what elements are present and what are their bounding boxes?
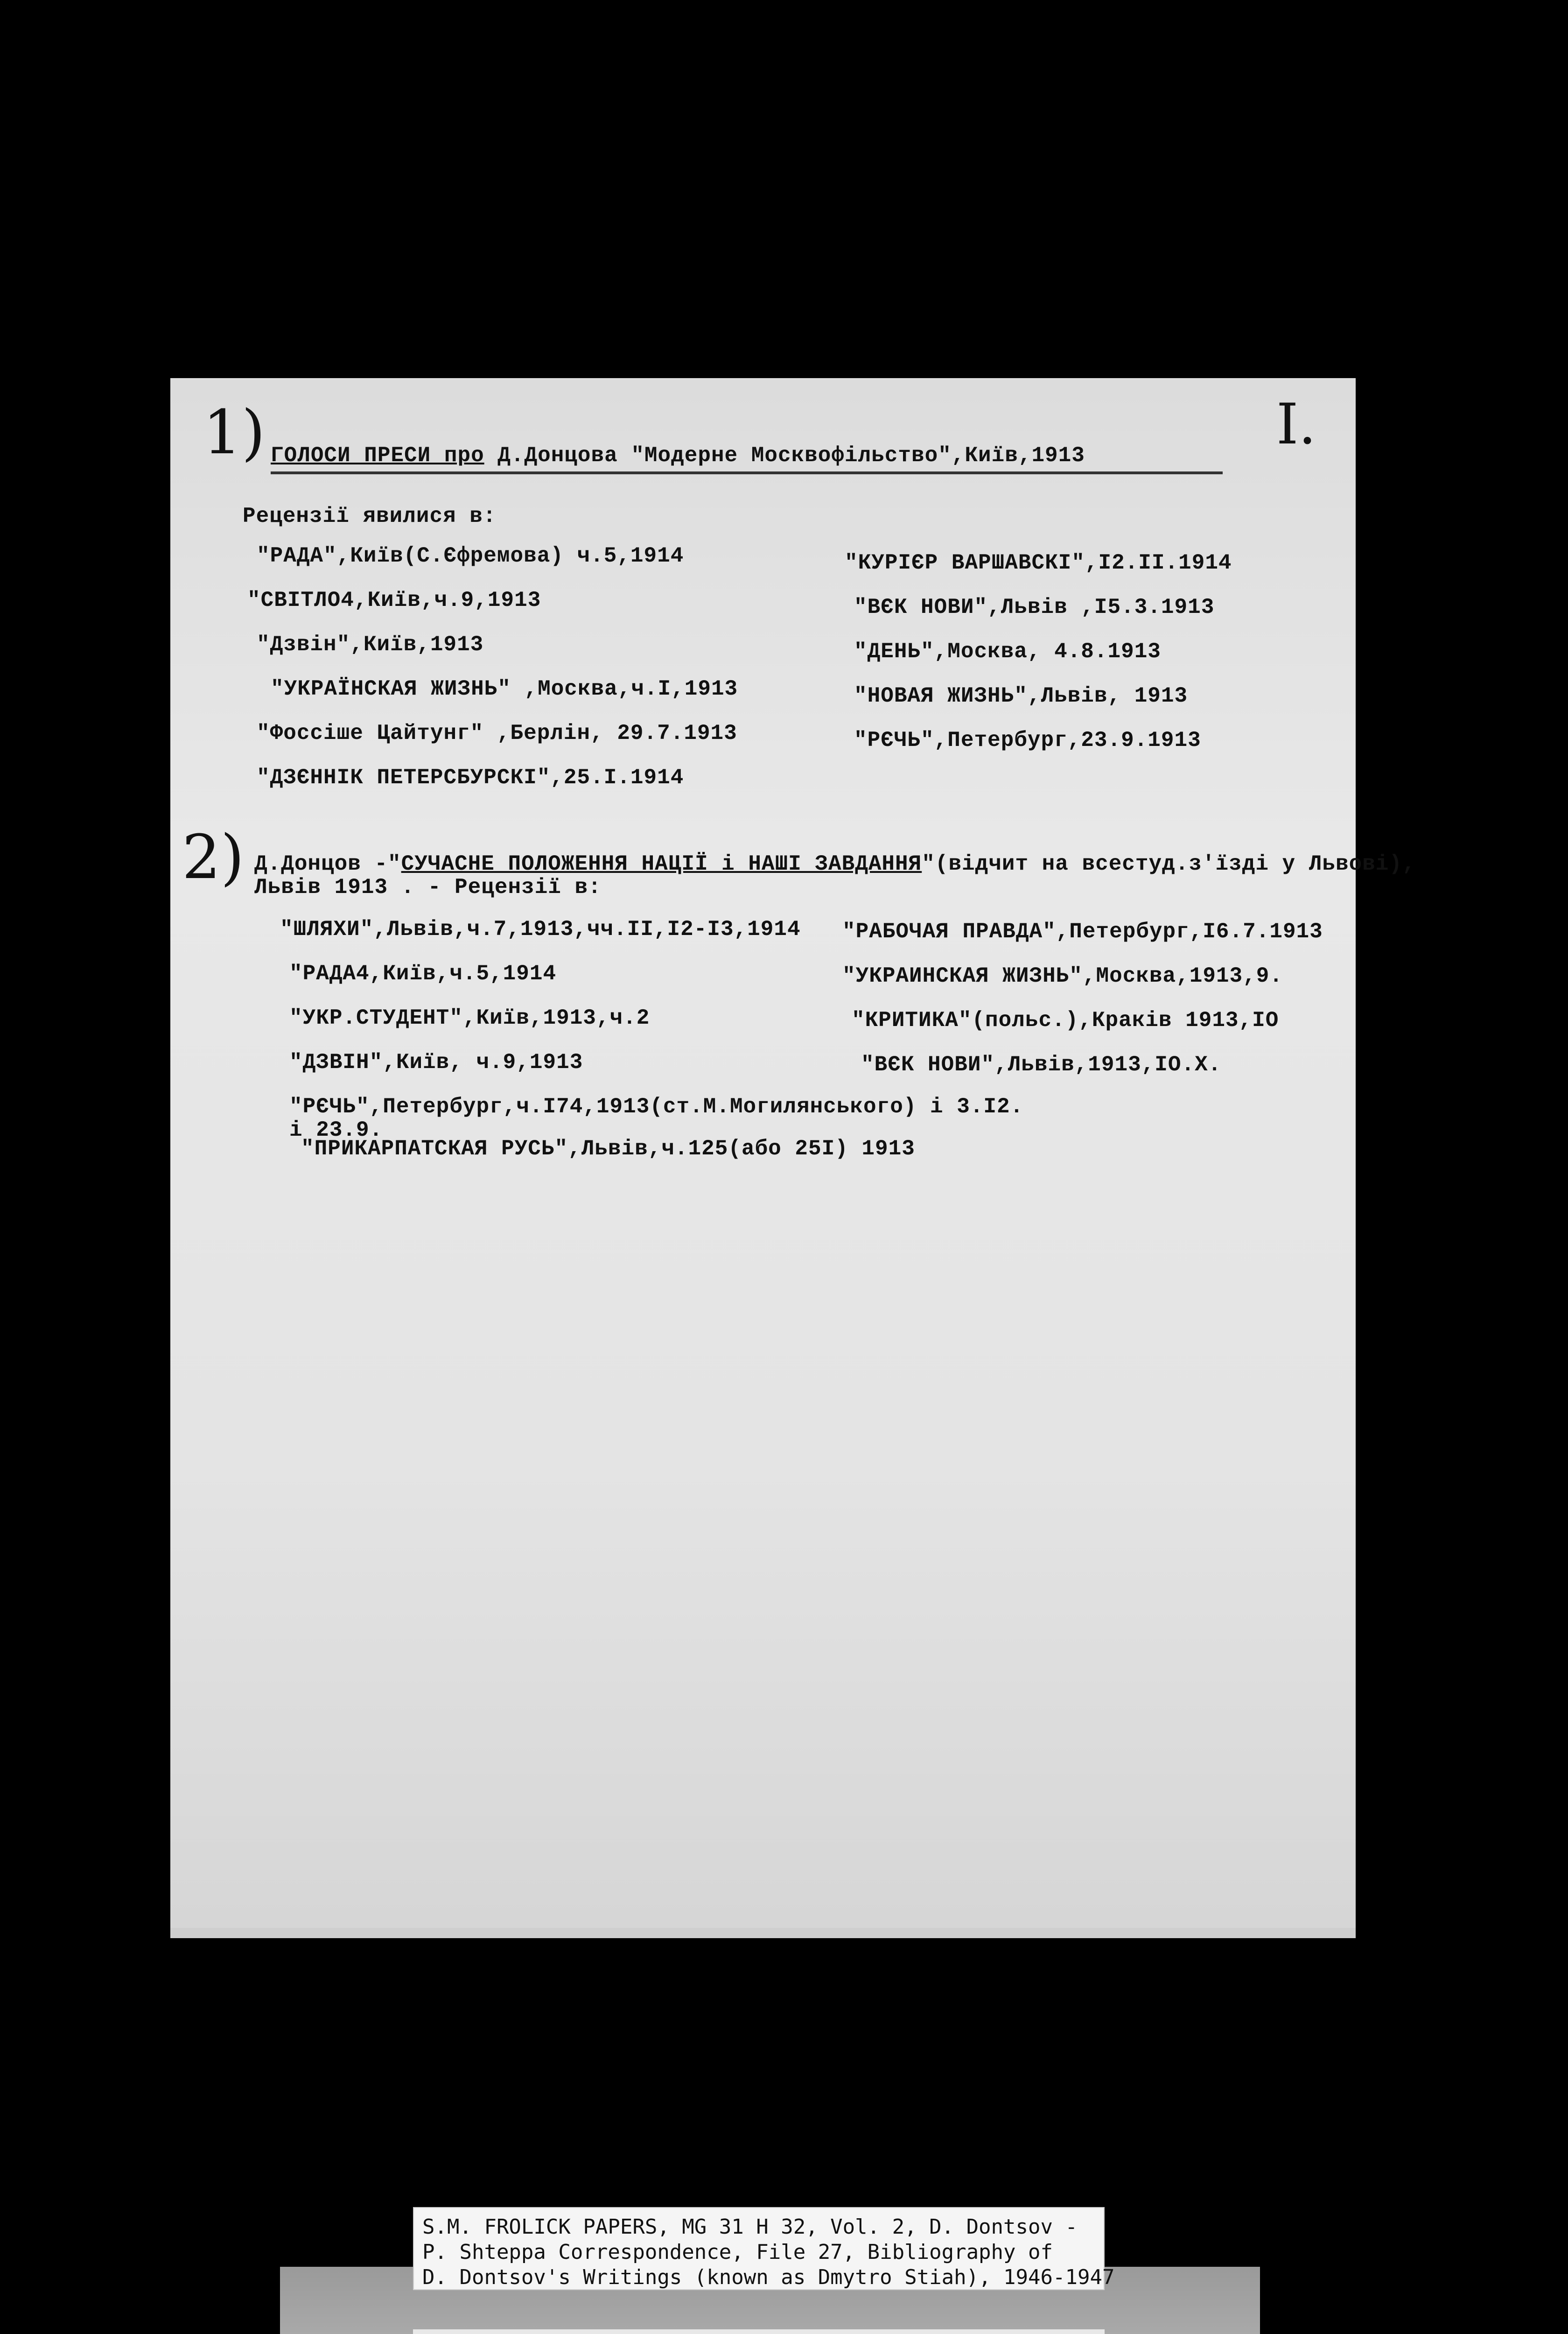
s2-left-item: "РАДА4,Київ,ч.5,1914 <box>289 962 557 986</box>
s2-left-item: "ШЛЯХИ",Львів,ч.7,1913,чч.II,I2-I3,1914 <box>280 917 801 942</box>
s2-extra-line: "РЄЧЬ",Петербург,ч.I74,1913(ст.М.Могилянського) і 3.I2. <box>289 1095 1024 1119</box>
item-marker-1: 1) <box>203 397 266 468</box>
page-number: I. <box>1276 392 1316 457</box>
archive-label-line: P. Shteppa Correspondence, File 27, Bibliography of <box>422 2240 1053 2264</box>
section2-title-underlined: СУЧАСНЕ ПОЛОЖЕННЯ НАЦІЇ і НАШІ ЗАВДАННЯ <box>401 852 922 876</box>
s2-right-item: "РАБОЧАЯ ПРАВДА",Петербург,I6.7.1913 <box>842 920 1323 944</box>
archive-label <box>413 2207 1115 2290</box>
s2-extra-line: і 23.9. <box>289 1118 383 1142</box>
section2-title-rest: "(відчит на всестуд.з'їзді у Львові), <box>922 852 1416 876</box>
s1-left-item: "СВІТЛО4,Київ,ч.9,1913 <box>247 588 541 612</box>
s1-right-item: "ВЄК НОВИ",Львів ,I5.3.1913 <box>854 595 1215 619</box>
s1-left-item: "ДЗЄННІК ПЕТЕРСБУРСКІ",25.I.1914 <box>257 766 684 790</box>
section1-title-underlined: ГОЛОСИ ПРЕСИ про <box>271 443 484 468</box>
title-rule <box>271 471 1223 474</box>
s1-left-item: "РАДА",Київ(С.Єфремова) ч.5,1914 <box>257 544 684 568</box>
s1-right-item: "ДЕНЬ",Москва, 4.8.1913 <box>854 640 1161 664</box>
s1-left-item: "УКРАЇНСКАЯ ЖИЗНЬ" ,Москва,ч.I,1913 <box>271 677 738 701</box>
s2-right-item: "УКРАИНСКАЯ ЖИЗНЬ",Москва,1913,9. <box>842 964 1283 988</box>
s1-right-item: "КУРІЄР ВАРШАВСКІ",I2.II.1914 <box>845 551 1232 575</box>
section1-reviews-heading: Рецензії явилися в: <box>243 504 497 528</box>
section1-title-rest: Д.Донцова "Модерне Москвофільство",Київ,1913 <box>484 443 1085 468</box>
s2-left-item: "УКР.СТУДЕНТ",Київ,1913,ч.2 <box>289 1006 650 1030</box>
s2-right-item: "ВЄК НОВИ",Львів,1913,IO.X. <box>861 1053 1222 1077</box>
s2-left-item: "ДЗВІН",Київ, ч.9,1913 <box>289 1050 583 1075</box>
s1-right-item: "НОВАЯ ЖИЗНЬ",Львів, 1913 <box>854 684 1188 708</box>
s1-right-item: "РЄЧЬ",Петербург,23.9.1913 <box>854 728 1201 752</box>
section2-title <box>254 852 1416 876</box>
s2-extra-line: "ПРИКАРПАТСКАЯ РУСЬ",Львів,ч.125(або 25I) 1913 <box>301 1137 915 1161</box>
archive-label-line: S.M. FROLICK PAPERS, MG 31 H 32, Vol. 2, D. Dontsov - <box>422 2215 1078 2239</box>
archive-stamp-panel <box>413 2329 1105 2334</box>
s1-left-item: "Фоссіше Цайтунг" ,Берлін, 29.7.1913 <box>257 721 737 745</box>
document-page <box>170 378 1416 1938</box>
item-marker-2: 2) <box>182 822 245 893</box>
archive-label-line: D. Dontsov's Writings (known as Dmytro Stiah), 1946-1947 <box>422 2265 1115 2289</box>
section2-line2: Львів 1913 . - Рецензії в: <box>254 875 602 900</box>
section1-title <box>271 443 1085 468</box>
section2-author: Д.Донцов -" <box>254 852 401 876</box>
s1-left-item: "Дзвін",Київ,1913 <box>257 633 484 657</box>
s2-right-item: "КРИТИКА"(польс.),Краків 1913,IO <box>852 1008 1279 1033</box>
